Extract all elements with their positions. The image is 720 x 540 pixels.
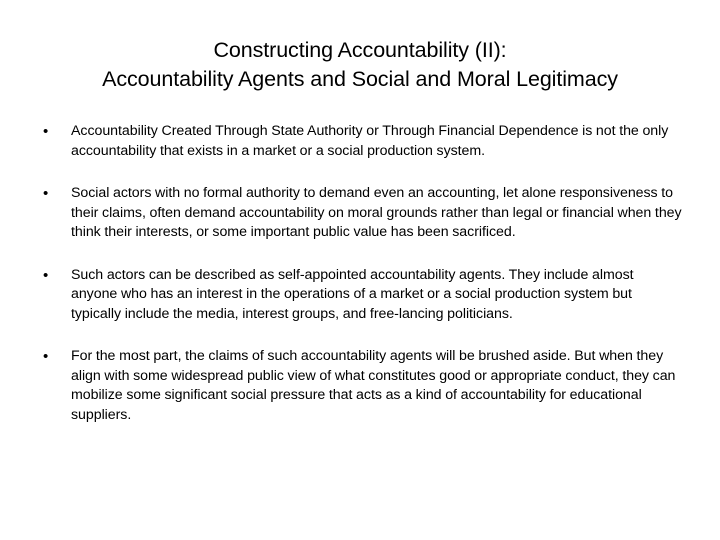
list-item-text: For the most part, the claims of such accountability agents will be brushed aside. But when they align with some widespread public view of what constitutes good or appropriate conduct, they can mobilize some significant social pressure that acts as a kind of accountability for educational suppliers. [71, 348, 676, 423]
list-item [0, 122, 720, 161]
bullet-point-icon: • [43, 123, 49, 140]
bullet-point-icon: • [43, 348, 49, 365]
list-item-text: Such actors can be described as self-appointed accountability agents. They include almost anyone who has an interest in the operations of a market or a social production system but typically include the media, interest groups, and free-lancing politicians. [71, 266, 634, 322]
page-title-line-1: Constructing Accountability (II): [213, 38, 507, 62]
list-item [0, 184, 720, 243]
list-item-text: Accountability Created Through State Authority or Through Financial Dependence is not the only accountability that exists in a market or a social production system. [71, 123, 669, 159]
list-item [0, 347, 720, 425]
list-item [0, 266, 720, 325]
list-item-text: Social actors with no formal authority to demand even an accounting, let alone responsiveness to their claims, often demand accountability on moral grounds rather than legal or financial when they think their interests, or some important public value has been sacrificed. [71, 185, 682, 240]
page-title-line-2: Accountability Agents and Social and Moral Legitimacy [102, 67, 618, 91]
bullet-point-icon: • [43, 266, 49, 284]
bullet-list [0, 122, 720, 425]
bullet-point-icon: • [43, 185, 49, 202]
page-title [26, 36, 694, 94]
